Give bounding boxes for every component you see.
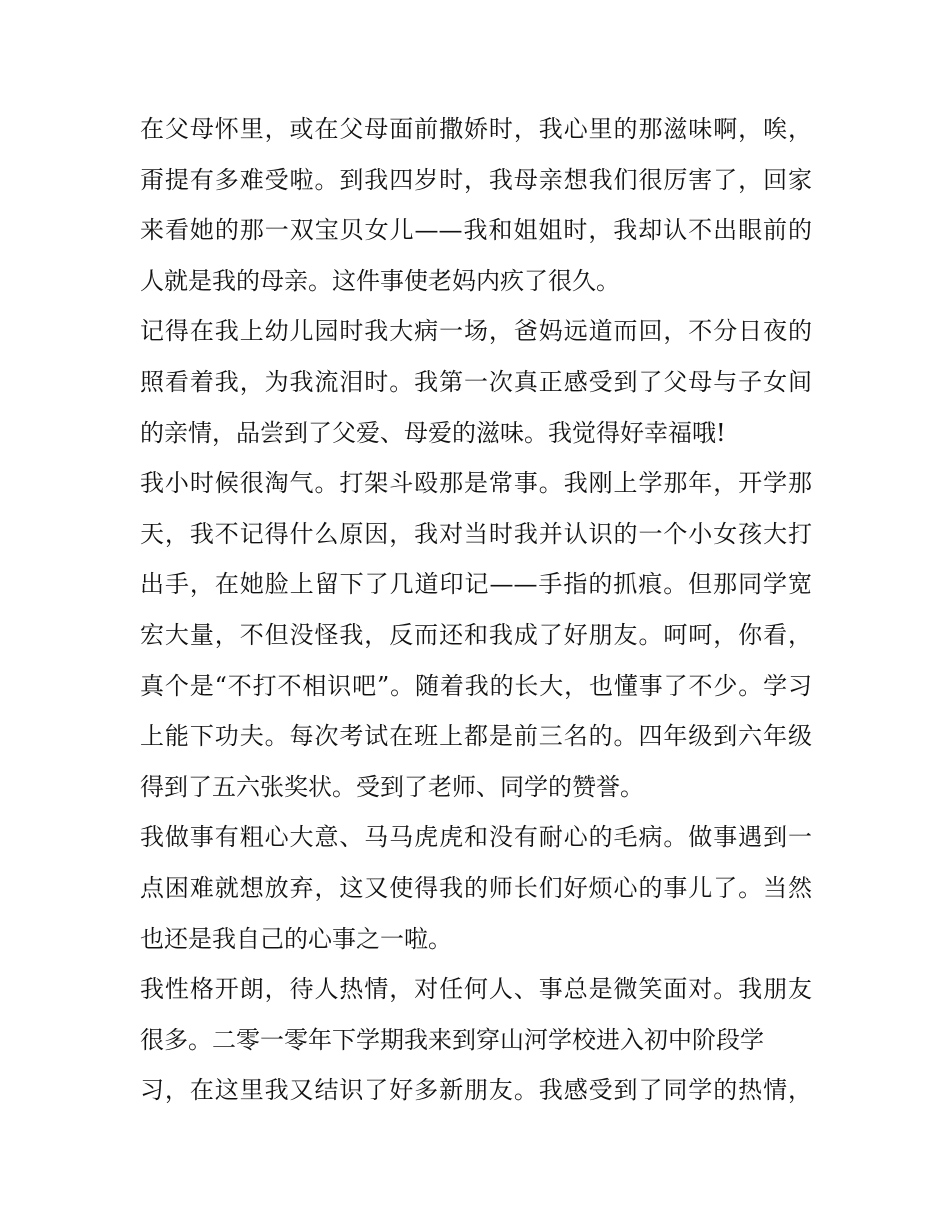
text-line-5: 记得在我上幼儿园时我大病一场，爸妈远道而回，不分日夜的 <box>140 317 812 346</box>
text-line-15: 我做事有粗心大意、马马虎虎和没有耐心的毛病。做事遇到一 <box>140 823 812 852</box>
text-line-11: 宏大量，不但没怪我，反而还和我成了好朋友。呵呵，你看， <box>140 620 812 649</box>
text-line-7: 的亲情，品尝到了父爱、母爱的滋味。我觉得好幸福哦! <box>140 418 726 447</box>
document-body <box>140 104 812 1116</box>
text-line-20: 习，在这里我又结识了好多新朋友。我感受到了同学的热情， <box>140 1076 812 1105</box>
text-line-16: 点困难就想放弃，这又使得我的师长们好烦心的事儿了。当然 <box>140 873 812 902</box>
text-line-9: 天，我不记得什么原因，我对当时我并认识的一个小女孩大打 <box>140 519 812 548</box>
text-line-19: 很多。二零一零年下学期我来到穿山河学校进入初中阶段学 <box>140 1025 764 1054</box>
text-line-8: 我小时候很淘气。打架斗殴那是常事。我刚上学那年，开学那 <box>140 469 812 498</box>
text-line-6: 照看着我，为我流泪时。我第一次真正感受到了父母与子女间 <box>140 367 812 396</box>
text-line-17: 也还是我自己的心事之一啦。 <box>140 924 452 953</box>
text-line-10: 出手，在她脸上留下了几道印记——手指的抓痕。但那同学宽 <box>140 570 812 599</box>
text-line-4: 人就是我的母亲。这件事使老妈内疚了很久。 <box>140 266 620 295</box>
text-line-13: 上能下功夫。每次考试在班上都是前三名的。四年级到六年级 <box>140 722 812 751</box>
text-line-12: 真个是“不打不相识吧”。随着我的长大，也懂事了不少。学习 <box>140 671 812 700</box>
text-line-1: 在父母怀里，或在父母面前撒娇时，我心里的那滋味啊，唉， <box>140 115 812 143</box>
text-line-3: 来看她的那一双宝贝女儿——我和姐姐时，我却认不出眼前的 <box>140 216 812 245</box>
text-line-18: 我性格开朗，待人热情，对任何人、事总是微笑面对。我朋友 <box>140 975 812 1004</box>
text-line-2: 甭提有多难受啦。到我四岁时，我母亲想我们很厉害了，回家 <box>140 165 812 194</box>
text-line-14: 得到了五六张奖状。受到了老师、同学的赞誉。 <box>140 772 644 801</box>
